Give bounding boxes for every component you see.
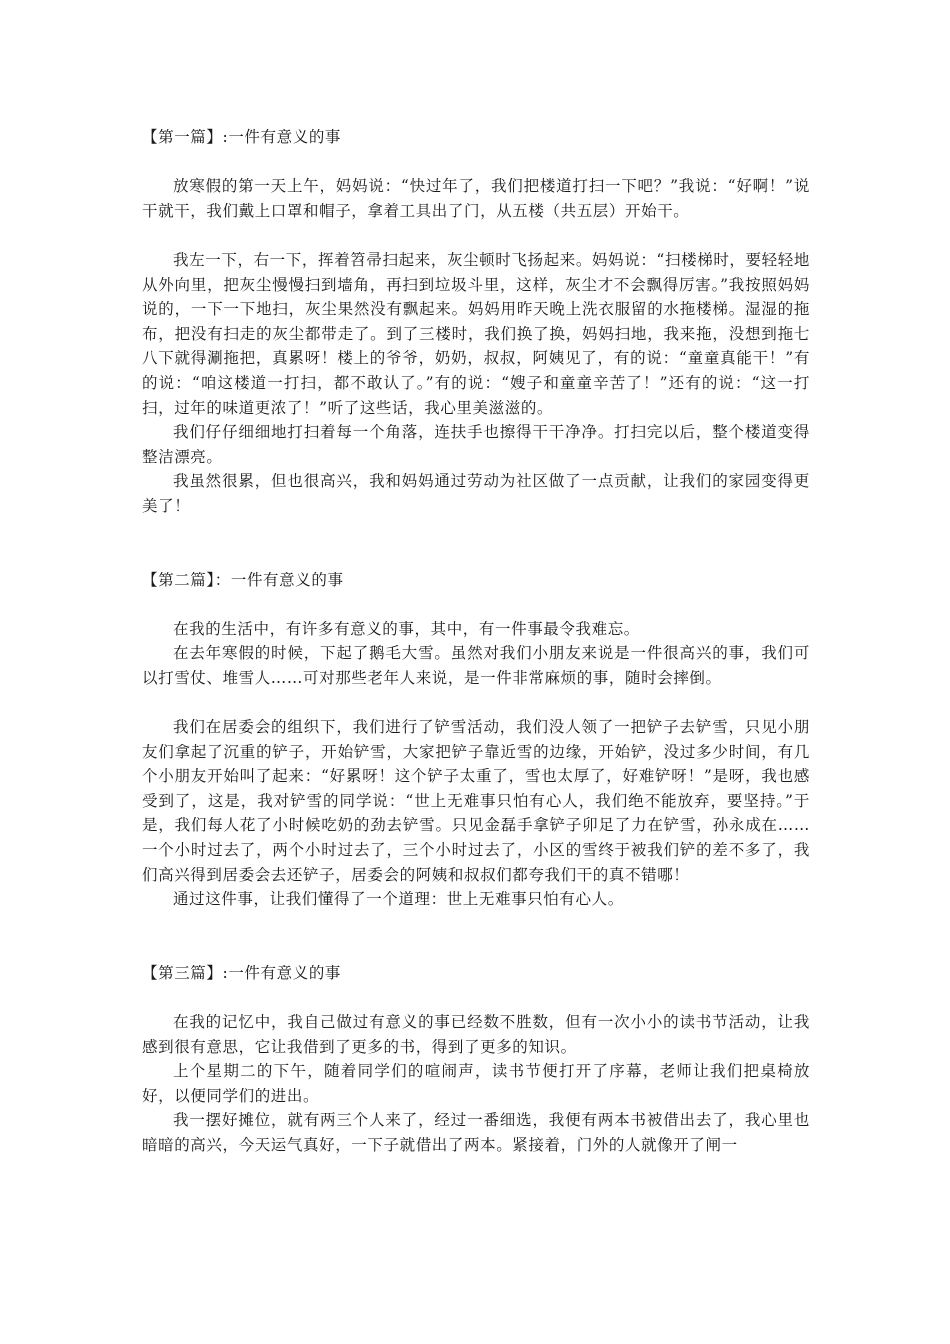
article-paragraph: 我们仔仔细细地打扫着每一个角落，连扶手也擦得干干净净。打扫完以后，整个楼道变得整洁漂亮。 — [142, 423, 810, 466]
article-paragraph: 我们在居委会的组织下，我们进行了铲雪活动，我们没人领了一把铲子去铲雪，只见小朋友们拿起了沉重的铲子，开始铲雪，大家把铲子靠近雪的边缘，开始铲，没过多少时间，有几个小朋友开始叫了起来：“好累呀！这个铲子太重了，雪也太厚了，好难铲呀！”是呀，我也感受到了，这是，我对铲雪的同学说：“世上无难事只怕有心人，我们绝不能放弃，要坚持。”于是，我们每人花了小时候吃奶的劲去铲雪。只见金磊手拿铲子卯足了力在铲雪，孙永成在……一个小时过去了，两个小时过去了，三个小时过去了，小区的雪终于被我们铲的差不多了，我们高兴得到居委会去还铲子，居委会的阿姨和叔叔们都夸我们干的真不错哪！ — [142, 718, 810, 884]
article-paragraph: 我一摆好摊位，就有两三个人来了，经过一番细选，我便有两本书被借出去了，我心里也暗暗的高兴，今天运气真好，一下子就借出了两本。紧接着，门外的人就像开了闸一 — [142, 1111, 810, 1154]
document-body — [142, 125, 810, 1158]
article-paragraph: 在我的记忆中，我自己做过有意义的事已经数不胜数，但有一次小小的读书节活动，让我感到很有意思，它让我借到了更多的书，得到了更多的知识。 — [142, 1013, 810, 1056]
article-paragraph: 我左一下，右一下，挥着笤帚扫起来，灰尘顿时飞扬起来。妈妈说：“扫楼梯时，要轻轻地从外向里，把灰尘慢慢扫到墙角，再扫到垃圾斗里，这样，灰尘才不会飘得厉害。”我按照妈妈说的，一下一下地扫，灰尘果然没有飘起来。妈妈用昨天晚上洗衣服留的水拖楼梯。湿湿的拖布，把没有扫走的灰尘都带走了。到了三楼时，我们换了换，妈妈扫地，我来拖，没想到拖七八下就得涮拖把，真累呀！楼上的爷爷，奶奶，叔叔，阿姨见了，有的说：“童童真能干！”有的说：“咱这楼道一打扫，都不敢认了。”有的说：“嫂子和童童辛苦了！”还有的说：“这一打扫，过年的味道更浓了！”听了这些话，我心里美滋滋的。 — [142, 250, 810, 417]
article-2 — [142, 568, 810, 912]
article-paragraph: 上个星期二的下午，随着同学们的喧闹声，读书节便打开了序幕，老师让我们把桌椅放好，以便同学们的进出。 — [142, 1062, 810, 1105]
article-3 — [142, 961, 810, 1158]
article-paragraph: 在去年寒假的时候，下起了鹅毛大雪。虽然对我们小朋友来说是一件很高兴的事，我们可以打雪仗、堆雪人……可对那些老年人来说，是一件非常麻烦的事，随时会摔倒。 — [142, 644, 810, 687]
article-paragraph: 通过这件事，让我们懂得了一个道理：世上无难事只怕有心人。 — [173, 890, 624, 909]
article-heading: 【第二篇】：一件有意义的事 — [142, 570, 344, 589]
article-paragraph: 在我的生活中，有许多有意义的事，其中，有一件事最令我难忘。 — [173, 619, 640, 638]
article-heading: 【第一篇】:一件有意义的事 — [142, 128, 342, 146]
article-1 — [142, 125, 810, 519]
article-heading: 【第三篇】:一件有意义的事 — [142, 963, 342, 982]
article-paragraph: 放寒假的第一天上午，妈妈说：“快过年了，我们把楼道打扫一下吧？”我说：“好啊！”说干就干，我们戴上口罩和帽子，拿着工具出了门，从五楼（共五层）开始干。 — [142, 177, 810, 220]
article-paragraph: 我虽然很累，但也很高兴，我和妈妈通过劳动为社区做了一点贡献，让我们的家园变得更美了！ — [142, 472, 810, 515]
